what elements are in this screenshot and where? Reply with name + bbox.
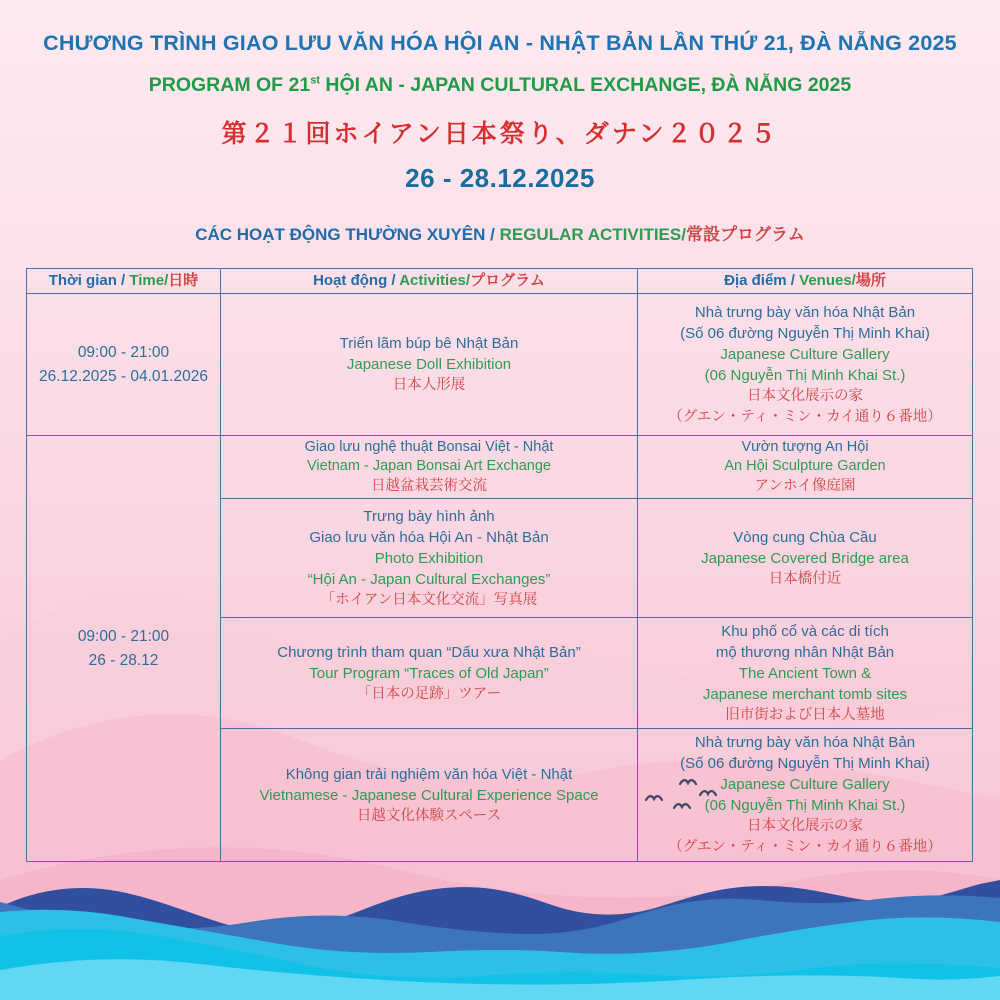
title-english-prefix: PROGRAM OF 21 [148, 74, 311, 96]
time-cell-daily-activities: 09:00 - 21:00 26 - 28.12 [27, 436, 221, 862]
activity-cell-experience-space: Không gian trải nghiệm văn hóa Việt - Nhật Vietnamese - Japanese Cultural Experience Space 日越文化体験スペース [221, 729, 638, 862]
activity-cell-tour-program: Chương trình tham quan “Dấu xưa Nhật Bản” Tour Program “Traces of Old Japan” 「日本の足跡」ツアー [221, 618, 638, 729]
venue-cell-tour-program: Khu phố cổ và các di tích mộ thương nhân Nhật Bản The Ancient Town & Japanese merchant tomb sites 旧市街および日本人墓地 [638, 618, 973, 729]
venue-cell-photo-exhibition: Vòng cung Chùa Cầu Japanese Covered Bridge area 日本橋付近 [638, 499, 973, 618]
title-english-suffix: HỘI AN - JAPAN CULTURAL EXCHANGE, ĐÀ NẴNG 2025 [319, 74, 852, 96]
section-heading-en: REGULAR ACTIVITIES/ [499, 225, 686, 244]
time-cell-doll-exhibition: 09:00 - 21:00 26.12.2025 - 04.01.2026 [27, 294, 221, 436]
event-dates: 26 - 28.12.2025 [405, 163, 595, 193]
waves-decoration [0, 852, 1000, 1000]
title-english [0, 74, 1000, 97]
venue-cell-doll-exhibition: Nhà trưng bày văn hóa Nhật Bản (Số 06 đường Nguyễn Thị Minh Khai) Japanese Culture Gallery (06 Nguyễn Thị Minh Khai St.) 日本文化展示の家 （グエン・ティ・ミン・カイ通り６番地） [638, 294, 973, 436]
column-header-activities: Hoạt động / Activities/プログラム [221, 269, 638, 294]
title-japanese: 第２１回ホイアン日本祭り、ダナン２０２５ [221, 119, 779, 148]
column-header-venues: Địa điểm / Venues/場所 [638, 269, 973, 294]
activity-cell-photo-exhibition: Trưng bày hình ảnh Giao lưu văn hóa Hội An - Nhật Bản Photo Exhibition “Hội An - Japan Cultural Exchanges” 「ホイアン日本文化交流」写真展 [221, 499, 638, 618]
section-heading-jp: 常設プログラム [685, 225, 805, 244]
venue-cell-bonsai-exchange: Vườn tượng An Hội An Hội Sculpture Garden アンホイ像庭園 [638, 436, 973, 499]
schedule-table [26, 268, 973, 862]
activity-cell-bonsai-exchange: Giao lưu nghệ thuật Bonsai Việt - Nhật Vietnam - Japan Bonsai Art Exchange 日越盆栽芸術交流 [221, 436, 638, 499]
section-heading-vi: CÁC HOẠT ĐỘNG THƯỜNG XUYÊN / [195, 225, 500, 244]
title-english-ordinal: st [310, 74, 320, 87]
title-vietnamese: CHƯƠNG TRÌNH GIAO LƯU VĂN HÓA HỘI AN - NHẬT BẢN LẦN THỨ 21, ĐÀ NẴNG 2025 [43, 31, 957, 55]
column-header-time: Thời gian / Time/日時 [27, 269, 221, 294]
venue-cell-experience-space: Nhà trưng bày văn hóa Nhật Bản (Số 06 đường Nguyễn Thị Minh Khai) Japanese Culture Gallery (06 Nguyễn Thị Minh Khai St.) 日本文化展示の家 （グエン・ティ・ミン・カイ通り６番地） [638, 729, 973, 862]
birds-icon [640, 772, 730, 817]
section-heading [0, 220, 1000, 245]
activity-cell-doll-exhibition: Triển lãm búp bê Nhật Bản Japanese Doll Exhibition 日本人形展 [221, 294, 638, 436]
